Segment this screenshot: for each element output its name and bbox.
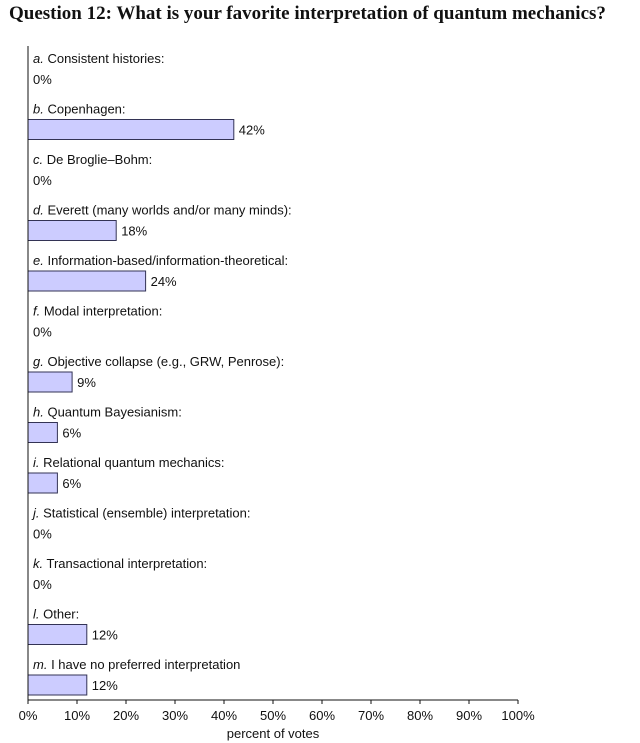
category-text: Quantum Bayesianism:	[43, 404, 182, 420]
x-tick-label: 0%	[18, 708, 38, 723]
bar-value-label: 24%	[150, 274, 177, 289]
category-label	[33, 405, 182, 420]
category-letter: l.	[33, 606, 40, 622]
category-label	[33, 455, 225, 470]
category-label	[31, 506, 250, 521]
bar-value-label: 0%	[33, 324, 52, 340]
category-letter: a.	[33, 51, 44, 66]
bar-value-label: 0%	[33, 577, 52, 592]
bar	[28, 221, 116, 241]
x-tick-label: 100%	[501, 708, 535, 723]
bar-value-label: 6%	[62, 476, 82, 491]
category-letter: c.	[33, 152, 44, 167]
category-label	[33, 556, 207, 571]
bar-value-label: 42%	[238, 122, 265, 138]
x-tick-label: 30%	[161, 708, 189, 723]
category-label	[33, 203, 292, 218]
bar	[28, 271, 146, 291]
category-label	[33, 102, 126, 117]
category-label	[33, 152, 152, 167]
category-label	[33, 304, 162, 319]
chart-title: Question 12: What is your favorite interpretation of quantum mechanics?	[9, 3, 606, 24]
category-text: Information-based/information-theoretical:	[43, 253, 289, 268]
bar-value-label: 0%	[33, 72, 52, 87]
bar-value-label: 6%	[62, 425, 82, 441]
category-text: Other:	[39, 606, 80, 622]
category-label	[33, 607, 79, 622]
bar	[28, 372, 72, 392]
category-label	[33, 51, 165, 66]
category-text: Transactional interpretation:	[43, 556, 208, 571]
category-letter: h.	[33, 404, 44, 420]
bar	[28, 675, 87, 695]
bar-value-label: 0%	[33, 173, 52, 188]
bar-value-label: 12%	[91, 678, 118, 693]
bar	[28, 625, 87, 645]
x-tick-label: 60%	[308, 708, 336, 723]
category-text: Consistent histories:	[43, 51, 165, 66]
category-letter: d.	[33, 202, 44, 218]
category-text: De Broglie–Bohm:	[43, 152, 153, 167]
category-text: Modal interpretation:	[40, 303, 163, 319]
bar	[28, 423, 57, 443]
x-tick-label: 40%	[210, 708, 238, 723]
bar-value-label: 12%	[91, 627, 118, 643]
x-tick-label: 50%	[259, 708, 287, 723]
category-letter: i.	[33, 455, 40, 470]
x-tick-label: 80%	[406, 708, 434, 723]
category-letter: m.	[33, 657, 48, 672]
category-label	[33, 354, 284, 369]
category-text: I have no preferred interpretation	[47, 657, 241, 672]
category-text: Copenhagen:	[43, 101, 126, 117]
category-text: Everett (many worlds and/or many minds):	[43, 202, 292, 218]
x-axis-title: percent of votes	[226, 726, 320, 741]
bar	[28, 120, 234, 140]
x-tick-label: 20%	[112, 708, 140, 723]
category-text: Relational quantum mechanics:	[39, 455, 225, 470]
category-label	[33, 657, 240, 672]
bar	[28, 473, 57, 493]
category-letter: e.	[33, 253, 44, 268]
category-letter: j.	[33, 505, 40, 521]
bar-value-label: 0%	[33, 526, 52, 542]
category-letter: b.	[33, 101, 44, 117]
category-letter: g.	[33, 354, 44, 369]
category-text: Objective collapse (e.g., GRW, Penrose):	[43, 354, 285, 369]
x-tick-label: 70%	[357, 708, 385, 723]
x-tick-label: 90%	[455, 708, 483, 723]
bar-value-label: 9%	[77, 375, 96, 390]
x-tick-label: 10%	[63, 708, 91, 723]
category-letter: k.	[33, 556, 44, 571]
x-axis-ticks	[19, 700, 535, 723]
category-letter: f.	[33, 303, 41, 319]
bar-value-label: 18%	[121, 223, 148, 239]
category-text: Statistical (ensemble) interpretation:	[39, 505, 251, 521]
category-label	[33, 253, 288, 268]
